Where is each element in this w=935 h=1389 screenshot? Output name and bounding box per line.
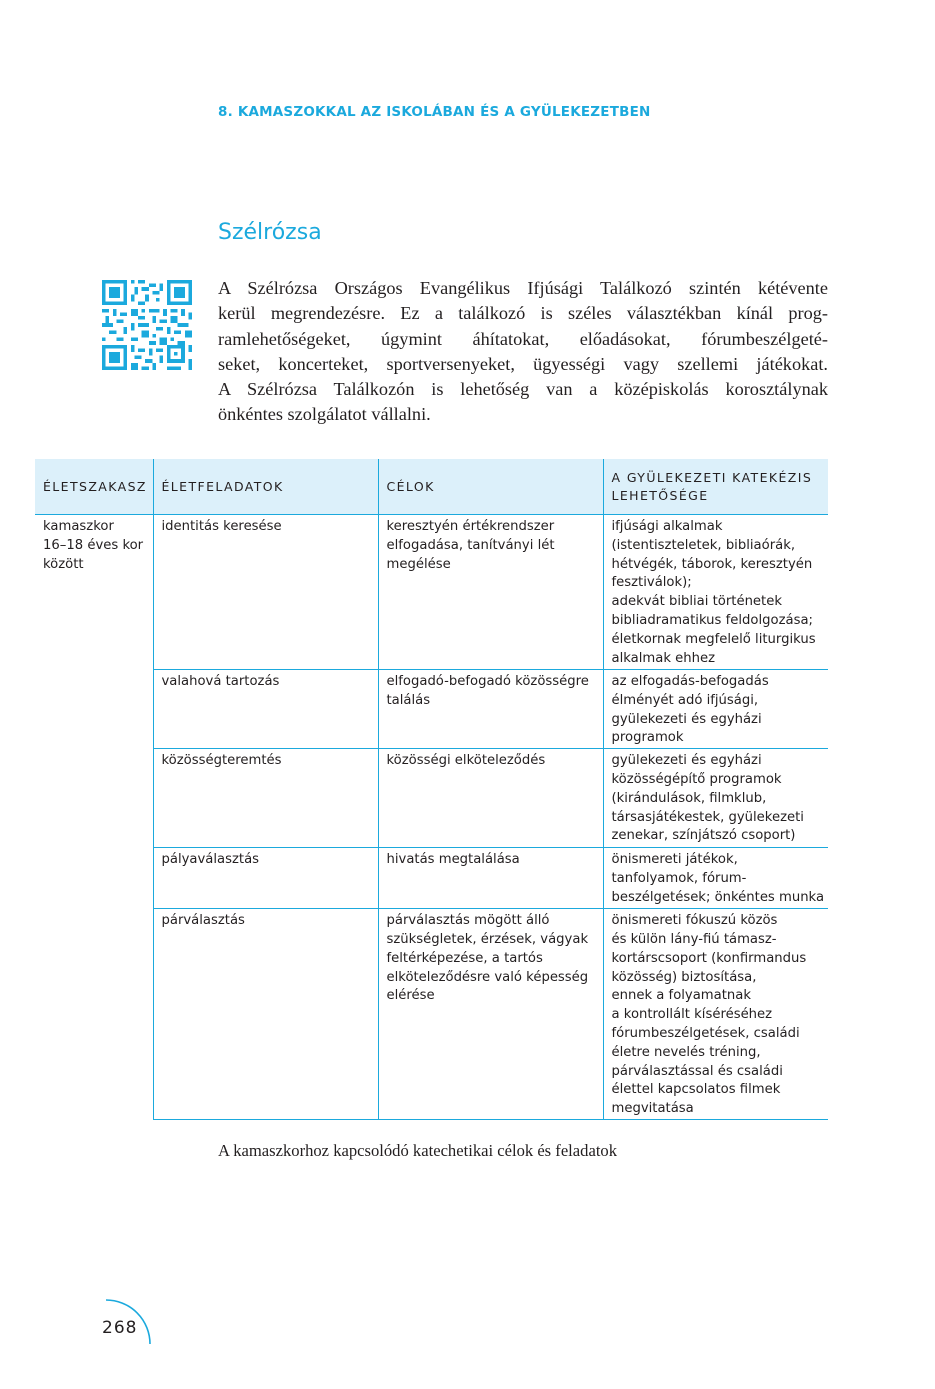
table-row bbox=[35, 515, 828, 670]
cell-line: alkalmak ehhez bbox=[611, 650, 716, 666]
cell-line: az elfogadás-befogadás bbox=[611, 674, 769, 689]
cell-line: hivatás megtalálása bbox=[386, 852, 520, 868]
table-header-row bbox=[35, 459, 828, 515]
cell-line: önismereti játékok, bbox=[611, 852, 738, 868]
cell-line: közösségi elköteleződés bbox=[386, 753, 546, 769]
goal-cell bbox=[378, 848, 603, 909]
stage-line: kamaszkor bbox=[43, 519, 114, 534]
cell-line: közösségteremtés bbox=[161, 753, 282, 769]
cell-line: találás bbox=[386, 692, 431, 708]
cell-line: beszélgetések; önkéntes munka bbox=[611, 889, 825, 905]
header-goals: CÉLOK bbox=[378, 459, 603, 515]
table-caption: A kamaszkorhoz kapcsolódó katechetikai célok és feladatok bbox=[218, 1141, 618, 1160]
body-line: kerül megrendezésre. Ez a találkozó is széles választékban kínál prog- bbox=[218, 303, 828, 324]
section-title: Szélrózsa bbox=[218, 220, 322, 245]
option-cell bbox=[603, 749, 828, 848]
body-line: A Szélrózsa Találkozón is lehetőség van a középiskolás korosztálynak bbox=[218, 379, 828, 400]
cell-line: önismereti fókuszú közös bbox=[611, 913, 778, 929]
stage-line: között bbox=[43, 556, 84, 572]
cell-line: fórumbeszélgetések, családi bbox=[611, 1025, 800, 1041]
qr-code-icon[interactable] bbox=[102, 280, 192, 370]
cell-line: valahová tartozás bbox=[161, 674, 280, 689]
body-line: seket, koncerteket, sportversenyeket, ügyességi vagy szellemi játékokat. bbox=[218, 353, 828, 374]
option-cell bbox=[603, 848, 828, 909]
table-row bbox=[35, 909, 828, 1120]
cell-line: ifjúsági alkalmak bbox=[611, 519, 723, 534]
table-row bbox=[35, 670, 828, 749]
page-number: 268 bbox=[102, 1318, 138, 1338]
option-cell bbox=[603, 909, 828, 1120]
running-head: 8. KAMASZOKKAL AZ ISKOLÁBAN ÉS A GYÜLEKEZETBEN bbox=[218, 104, 651, 120]
cell-line: párválasztással és családi bbox=[611, 1063, 783, 1079]
cell-line: megvitatása bbox=[611, 1101, 694, 1117]
cell-line: életkornak megfelelő liturgikus bbox=[611, 631, 816, 647]
body-line: A Szélrózsa Országos Evangélikus Ifjúsági Találkozó szintén kétévente bbox=[218, 278, 828, 298]
goal-cell bbox=[378, 670, 603, 749]
cell-line: elfogadása, tanítványi lét bbox=[386, 537, 555, 553]
cell-line: (istentiszteletek, bibliaórák, bbox=[611, 537, 796, 553]
cell-line: közösség) biztosítása, bbox=[611, 969, 757, 985]
cell-line: pályaválasztás bbox=[161, 852, 260, 868]
cell-line: megélése bbox=[386, 556, 451, 572]
option-cell bbox=[603, 670, 828, 749]
goal-cell bbox=[378, 515, 603, 670]
cell-line: gyülekezeti és egyházi bbox=[611, 753, 762, 769]
header-life-stage: ÉLETSZAKASZ bbox=[35, 459, 153, 515]
task-cell bbox=[153, 848, 378, 909]
cell-line: gyülekezeti és egyházi bbox=[611, 711, 762, 727]
cell-line: tanfolyamok, fórum- bbox=[611, 870, 747, 886]
cell-line: elérése bbox=[386, 988, 435, 1004]
cell-line: keresztyén értékrendszer bbox=[386, 519, 555, 534]
cell-line: kortárscsoport (konfirmandus bbox=[611, 950, 807, 966]
body-paragraph bbox=[218, 276, 828, 428]
task-cell bbox=[153, 515, 378, 670]
cell-line: a kontrollált kíséréséhez bbox=[611, 1007, 773, 1023]
catechesis-table bbox=[35, 459, 828, 1120]
header-life-tasks: ÉLETFELADATOK bbox=[153, 459, 378, 515]
cell-line: fesztiválok); bbox=[611, 575, 692, 591]
body-line: önkéntes szolgálatot vállalni. bbox=[218, 404, 431, 425]
cell-line: ennek a folyamatnak bbox=[611, 988, 751, 1004]
cell-line: közösségépítő programok bbox=[611, 771, 782, 787]
cell-line: élményét adó ifjúsági, bbox=[611, 692, 759, 708]
cell-line: élettel kapcsolatos filmek bbox=[611, 1082, 781, 1098]
cell-line: szükségletek, érzések, vágyak bbox=[386, 931, 589, 947]
cell-line: programok bbox=[611, 730, 684, 746]
cell-line: és külön lány-fiú támasz- bbox=[611, 931, 777, 947]
cell-line: hétvégék, táborok, keresztyén bbox=[611, 556, 813, 572]
cell-line: párválasztás bbox=[161, 913, 245, 929]
goal-cell bbox=[378, 909, 603, 1120]
life-stage-cell bbox=[35, 515, 153, 1120]
table-row bbox=[35, 749, 828, 848]
cell-line: elfogadó-befogadó közösségre bbox=[386, 674, 589, 689]
cell-line: adekvát bibliai történetek bbox=[611, 594, 782, 610]
task-cell bbox=[153, 670, 378, 749]
goal-cell bbox=[378, 749, 603, 848]
table-row bbox=[35, 848, 828, 909]
header-catechesis-options: A GYÜLEKEZETI KATEKÉZIS LEHETŐSÉGE bbox=[603, 459, 828, 515]
cell-line: életre nevelés tréning, bbox=[611, 1044, 761, 1060]
stage-line: 16–18 éves kor bbox=[43, 537, 144, 553]
cell-line: identitás keresése bbox=[161, 519, 282, 534]
task-cell bbox=[153, 749, 378, 848]
cell-line: zenekar, színjátszó csoport) bbox=[611, 828, 796, 844]
cell-line: párválasztás mögött álló bbox=[386, 913, 550, 929]
task-cell bbox=[153, 909, 378, 1120]
cell-line: bibliadramatikus feldolgozása; bbox=[611, 612, 813, 628]
cell-line: (kirándulások, filmklub, bbox=[611, 790, 767, 806]
body-line: ramlehetőségeket, úgymint áhítatokat, előadásokat, fórumbeszélgeté- bbox=[218, 328, 828, 349]
option-cell bbox=[603, 515, 828, 670]
cell-line: feltérképezése, a tartós bbox=[386, 950, 543, 966]
cell-line: elköteleződésre való képesség bbox=[386, 969, 589, 985]
cell-line: társasjátékestek, gyülekezeti bbox=[611, 809, 804, 825]
